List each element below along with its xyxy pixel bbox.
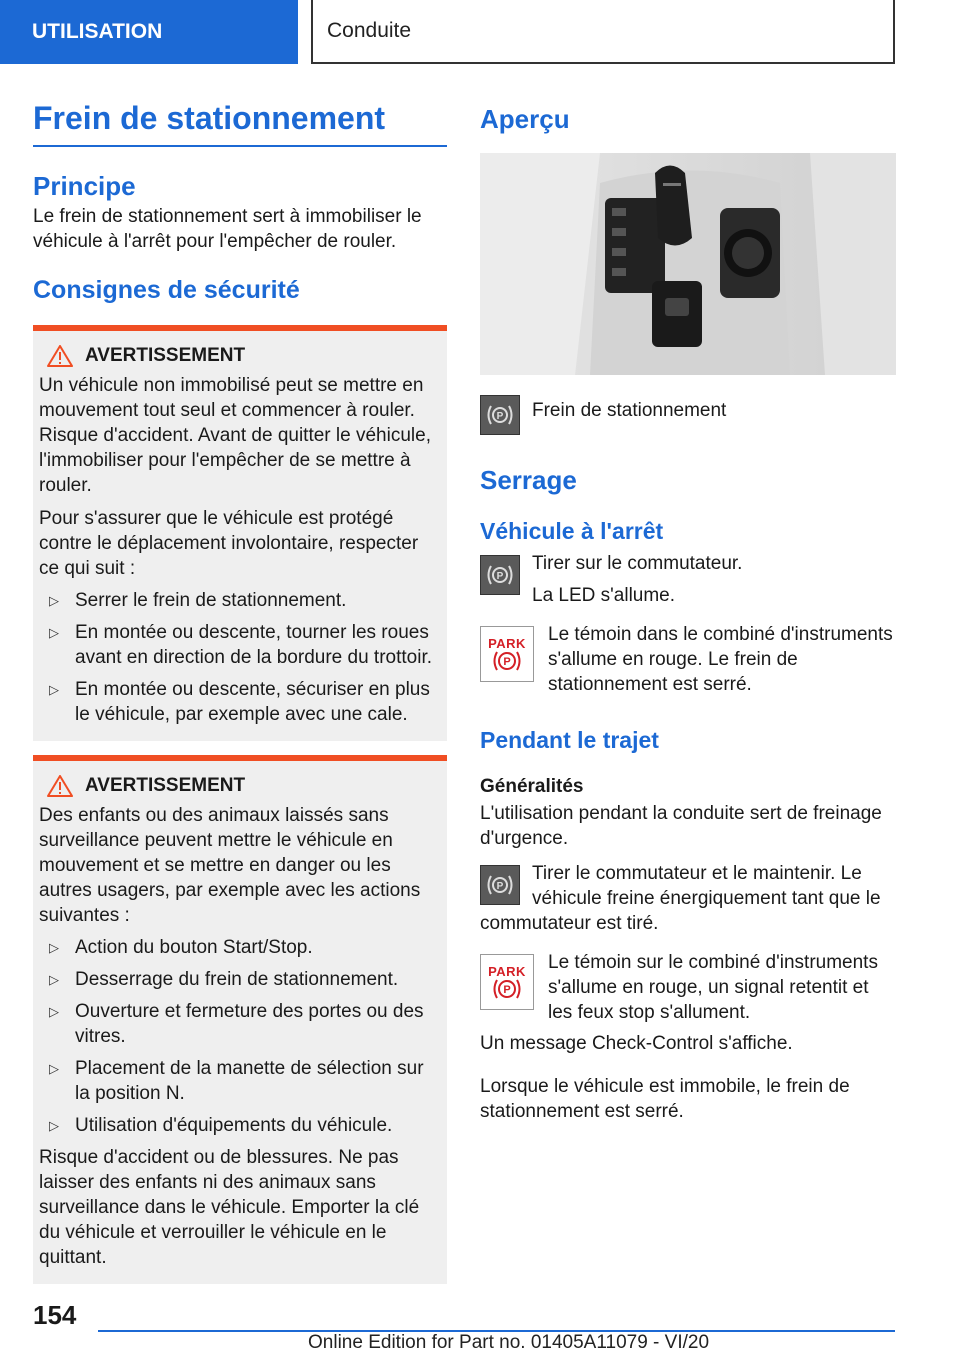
- triangle-bullet-icon: ▷: [49, 940, 59, 955]
- park-label: PARK: [488, 963, 526, 979]
- triangle-bullet-icon: ▷: [49, 1118, 59, 1133]
- warning1-text2: Pour s'assurer que le véhicule est protégé contre le déplacement involontaire, respecter ce qui suit :: [39, 508, 419, 579]
- trajet-step: Tirer le commutateur et le maintenir. Le véhicule freine énergiquement tant que le commutateur est tiré.: [480, 863, 881, 934]
- parking-brake-button-icon: [480, 555, 520, 595]
- trajet-park-row: [480, 950, 896, 1025]
- arret-park-text: Le témoin dans le combiné d'instruments s'allume en rouge. Le frein de stationnement est serré.: [548, 624, 893, 695]
- triangle-bullet-icon: ▷: [49, 1004, 59, 1019]
- park-warning-icon: [480, 954, 534, 1010]
- check-control-text: Un message Check-Control s'affiche.: [480, 1033, 793, 1054]
- triangle-bullet-icon: ▷: [49, 1061, 59, 1076]
- triangle-bullet-icon: ▷: [49, 972, 59, 987]
- park-label: PARK: [488, 635, 526, 651]
- arret-step1: Tirer sur le commutateur.: [532, 553, 743, 574]
- triangle-bullet-icon: ▷: [49, 593, 59, 608]
- arret-park-row: [480, 622, 896, 697]
- list-item: ▷ En montée ou descente, sécuriser en plus le véhicule, par exemple avec une cale.: [49, 679, 430, 725]
- parking-brake-button-icon: [480, 865, 520, 905]
- apercu-heading: Aperçu: [480, 104, 570, 134]
- list-item: ▷ Placement de la manette de sélection sur la position N.: [49, 1058, 424, 1104]
- warning-title-1: [39, 345, 439, 367]
- warning-triangle-icon: [47, 775, 73, 797]
- warning2-text1: Des enfants ou des animaux laissés sans surveillance peuvent mettre le véhicule en mouvement et se mettre en danger ou les autres usagers, par exemple avec les actions suivantes :: [39, 805, 421, 926]
- serrage-heading: Serrage: [480, 465, 577, 495]
- left-column: [33, 100, 447, 1284]
- arret-heading: Véhicule à l'arrêt: [480, 518, 664, 544]
- warning-title-2: [39, 775, 439, 797]
- trajet-heading: Pendant le trajet: [480, 727, 659, 753]
- svg-text:P: P: [496, 411, 504, 422]
- park-warning-icon: [480, 626, 534, 682]
- photo-caption-row: [480, 395, 896, 435]
- warning-triangle-icon: [47, 345, 73, 367]
- list-item: ▷ Desserrage du frein de stationnement.: [49, 969, 399, 990]
- immobile-text: Lorsque le véhicule est immobile, le frein de stationnement est serré.: [480, 1076, 850, 1122]
- parking-brake-photo: [480, 153, 896, 375]
- park-letter: P: [503, 655, 511, 668]
- principe-heading: Principe: [33, 171, 136, 201]
- warning-box-2: [33, 755, 447, 1284]
- consignes-heading: Consignes de sécurité: [33, 276, 300, 304]
- warning2-list: [39, 935, 439, 1138]
- trajet-step-block: [480, 861, 896, 936]
- center-console-image: [480, 153, 896, 375]
- svg-text:P: P: [496, 571, 504, 582]
- svg-text:P: P: [496, 881, 504, 892]
- right-column: [480, 100, 896, 1124]
- parking-brake-button-icon: [480, 395, 520, 435]
- arret-step-text: [532, 551, 742, 608]
- page-number: 154: [33, 1300, 77, 1330]
- footer-edition: Online Edition for Part no. 01405A11079 - VI/20: [308, 1332, 710, 1353]
- warning1-list: [39, 588, 439, 727]
- warning-title-text-2: AVERTISSEMENT: [85, 775, 246, 796]
- triangle-bullet-icon: ▷: [49, 682, 59, 697]
- list-item: ▷ Ouverture et fermeture des portes ou des vitres.: [49, 1001, 424, 1047]
- warning1-text1: Un véhicule non immobilisé peut se mettre en mouvement tout seul et commencer à rouler. Risque d'accident. Avant de quitter le véhicule, l'immobiliser pour l'empêcher de se mettre à rouler.: [39, 375, 431, 496]
- generalites-heading: Généralités: [480, 776, 584, 797]
- page-title: Frein de stationnement: [33, 100, 447, 147]
- arret-step2: La LED s'allume.: [532, 585, 676, 606]
- park-letter: P: [503, 983, 511, 996]
- principe-text: Le frein de stationnement sert à immobiliser le véhicule à l'arrêt pour l'empêcher de rouler.: [33, 206, 422, 252]
- list-item: ▷ Serrer le frein de stationnement.: [49, 590, 347, 611]
- trajet-park-text: Le témoin sur le combiné d'instruments s'allume en rouge, un signal retentit et les feux stop s'allument.: [548, 952, 878, 1023]
- arret-step-row: [480, 551, 896, 608]
- list-item: ▷ Utilisation d'équipements du véhicule.: [49, 1115, 393, 1136]
- header-section-label: UTILISATION: [32, 20, 163, 43]
- photo-caption: Frein de stationnement: [532, 399, 727, 421]
- list-item: ▷ En montée ou descente, tourner les roues avant en direction de la bordure du trottoir.: [49, 622, 433, 668]
- generalites-text: L'utilisation pendant la conduite sert de freinage d'urgence.: [480, 803, 882, 849]
- warning-title-text-1: AVERTISSEMENT: [85, 345, 246, 366]
- warning2-text2: Risque d'accident ou de blessures. Ne pas laisser des enfants ni des animaux sans surveillance dans le véhicule. Emporter la clé du véhicule et verrouiller le véhicule en le quittant.: [39, 1147, 420, 1268]
- header-chapter-label: Conduite: [327, 19, 412, 42]
- header-chapter-tab: [311, 0, 895, 64]
- list-item: ▷ Action du bouton Start/Stop.: [49, 937, 313, 958]
- triangle-bullet-icon: ▷: [49, 625, 59, 640]
- warning-box-1: [33, 325, 447, 741]
- header-section-tab: [0, 0, 298, 64]
